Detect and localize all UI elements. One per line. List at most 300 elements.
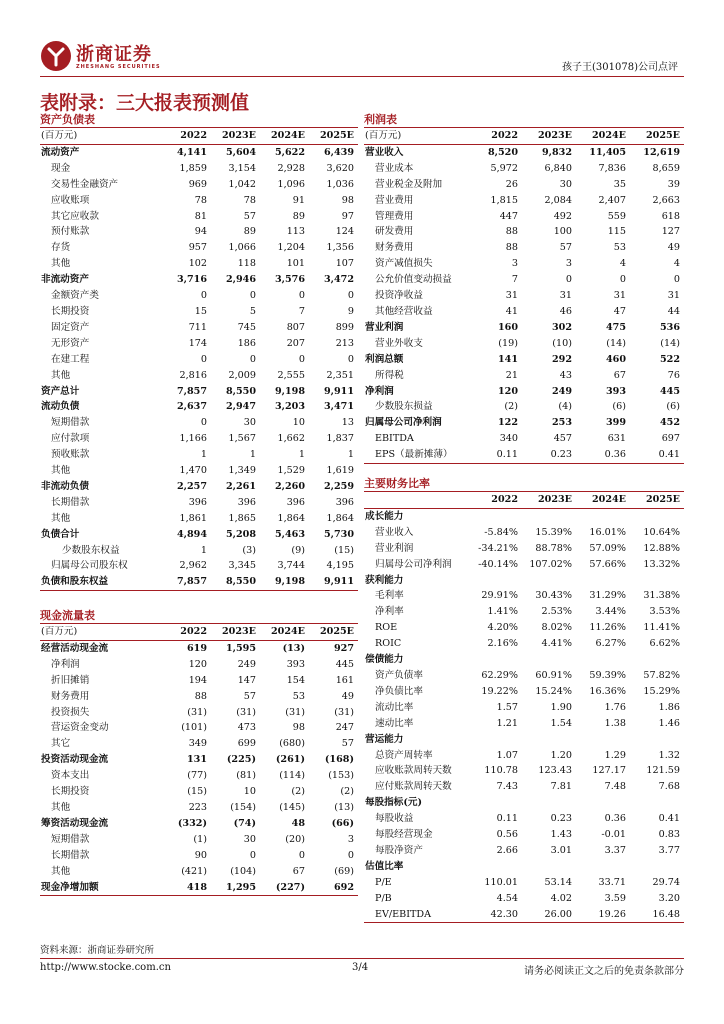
cell-value: 100 <box>553 226 572 238</box>
cell-value: 3,154 <box>228 162 256 174</box>
table-row <box>364 431 684 447</box>
cell-value: 1,204 <box>277 242 305 254</box>
cell-value: 97 <box>341 210 354 222</box>
cell-value: -0.01 <box>601 829 626 841</box>
cell-value: 522 <box>659 353 680 365</box>
row-label: 研发费用 <box>375 226 414 238</box>
cell-value: 1.43 <box>550 829 572 841</box>
cell-value: 120 <box>188 658 207 670</box>
cell-value: 11,405 <box>589 146 626 158</box>
column-header: 2023E <box>211 624 260 640</box>
cell-value <box>468 732 522 748</box>
cell-value: 447 <box>499 210 518 222</box>
cell-value: 7.81 <box>550 781 572 793</box>
cell-value: 0 <box>249 353 256 365</box>
cell-value: 186 <box>237 337 256 349</box>
logo-icon <box>40 40 72 72</box>
cell-value: 3.37 <box>604 844 626 856</box>
table-row <box>40 736 358 752</box>
cell-value: 3 <box>565 258 572 270</box>
row-label: 少数股东损益 <box>375 401 433 413</box>
row-label: 毛利率 <box>375 590 404 602</box>
cell-value: 6.62% <box>649 638 680 650</box>
cell-value: 113 <box>286 226 305 238</box>
cell-value: 89 <box>292 210 305 222</box>
column-header: 2022 <box>468 492 522 508</box>
table-header-row <box>40 624 358 640</box>
cell-value: 107.02% <box>529 558 572 570</box>
table-row <box>40 640 358 656</box>
cell-value: 123.43 <box>538 765 572 777</box>
cell-value: 2,637 <box>176 401 207 413</box>
cell-value: 0 <box>347 849 354 861</box>
cell-value: 44 <box>667 305 680 317</box>
cell-value: 30 <box>243 833 256 845</box>
unit-label: (百万元) <box>364 128 468 144</box>
cell-value: (2) <box>340 786 354 798</box>
cell-value: 396 <box>335 496 354 508</box>
cell-value: 2,084 <box>544 194 572 206</box>
cell-value: 1.76 <box>604 701 626 713</box>
cell-value: (6) <box>612 401 626 413</box>
unit-label: (百万元) <box>40 128 162 144</box>
cell-value: 1,470 <box>179 465 207 477</box>
column-header: 2022 <box>162 128 211 144</box>
cell-value: -5.84% <box>484 526 518 538</box>
income-statement-table <box>364 128 684 464</box>
table-row <box>364 748 684 764</box>
cell-value: 393 <box>605 385 626 397</box>
cell-value: 0.11 <box>468 447 522 463</box>
cell-value: 249 <box>551 385 572 397</box>
cell-value: 35 <box>613 178 626 190</box>
table-row <box>40 288 358 304</box>
cell-value: 1.29 <box>604 749 626 761</box>
row-label: 折旧摊销 <box>51 674 90 686</box>
page-header <box>40 38 684 78</box>
cell-value: 0 <box>200 353 207 365</box>
cell-value: 31 <box>667 290 680 302</box>
cell-value: 98 <box>292 722 305 734</box>
table-row <box>364 288 684 304</box>
ratios-table <box>364 492 684 923</box>
cell-value: 5 <box>249 305 256 317</box>
cell-value: 457 <box>553 433 572 445</box>
cell-value: 0.11 <box>496 813 518 825</box>
row-label: 非流动负债 <box>41 480 89 492</box>
cell-value: 124 <box>335 226 354 238</box>
cell-value: (66) <box>331 817 354 829</box>
logo-text: 浙商证券 <box>76 44 152 65</box>
cell-value: 30 <box>243 417 256 429</box>
row-label: 其他 <box>51 258 71 270</box>
table-row <box>364 588 684 604</box>
cell-value: 460 <box>605 353 626 365</box>
table-row <box>40 463 358 479</box>
cell-value: 213 <box>335 337 354 349</box>
cash-flow-title: 现金流量表 <box>40 608 358 624</box>
table-row <box>364 447 684 463</box>
cell-value: 10 <box>243 786 256 798</box>
cell-value: 41 <box>505 305 518 317</box>
row-label: 短期借款 <box>51 417 90 429</box>
cell-value: 2,261 <box>225 480 256 492</box>
cell-value: 30 <box>559 178 572 190</box>
ratios-title: 主要财务比率 <box>364 476 684 492</box>
row-label: 短期借款 <box>51 833 90 845</box>
cell-value: 115 <box>607 226 626 238</box>
cell-value: 15.39% <box>535 526 572 538</box>
cell-value: 4 <box>673 258 680 270</box>
income-statement-title: 利润表 <box>364 112 684 128</box>
cell-value: 3,345 <box>228 560 256 572</box>
cell-value: 174 <box>188 337 207 349</box>
cell-value: 807 <box>286 321 305 333</box>
table-row <box>40 415 358 431</box>
cell-value: 88 <box>194 690 207 702</box>
row-label: 固定资产 <box>51 321 90 333</box>
cell-value: 53.14 <box>544 876 572 888</box>
cell-value: 0.83 <box>658 829 680 841</box>
table-row <box>364 368 684 384</box>
cell-value: 9 <box>347 305 354 317</box>
cell-value <box>630 795 684 811</box>
cell-value: 118 <box>237 258 256 270</box>
cell-value: 9,911 <box>309 574 358 590</box>
cell-value: (2) <box>291 786 305 798</box>
cell-value: 1,864 <box>326 512 354 524</box>
cell-value: 2,259 <box>323 480 354 492</box>
table-row <box>364 604 684 620</box>
cell-value <box>630 573 684 589</box>
cell-value: 2.53% <box>541 606 572 618</box>
table-row <box>40 673 358 689</box>
cell-value: 1,036 <box>326 178 354 190</box>
cell-value: 1,529 <box>277 465 305 477</box>
cell-value: 127 <box>661 226 680 238</box>
cell-value: 0 <box>673 274 680 286</box>
cell-value <box>522 508 576 524</box>
cell-value: 8,550 <box>211 574 260 590</box>
cell-value: 31.38% <box>643 590 680 602</box>
row-label: 每股收益 <box>375 813 414 825</box>
cell-value: 0 <box>200 417 207 429</box>
cell-value: 59.39% <box>589 669 626 681</box>
row-label: 其他 <box>51 465 71 477</box>
row-label: 每股指标(元) <box>365 797 423 809</box>
cell-value: 3.01 <box>550 844 572 856</box>
table-row <box>40 720 358 736</box>
row-label: 偿债能力 <box>365 654 404 666</box>
row-label: 交易性金融资产 <box>51 178 119 190</box>
cell-value <box>468 795 522 811</box>
cell-value: 618 <box>661 210 680 222</box>
table-header-row <box>40 128 358 144</box>
cell-value: 48 <box>291 817 305 829</box>
cell-value: (13) <box>282 642 305 654</box>
cell-value: 141 <box>497 353 518 365</box>
cell-value: -34.21% <box>478 542 518 554</box>
table-row <box>40 447 358 463</box>
table-row <box>40 880 358 896</box>
cell-value: 67 <box>613 369 626 381</box>
cell-value: 91 <box>292 194 305 206</box>
cell-value: 396 <box>286 496 305 508</box>
table-row <box>40 848 358 864</box>
cell-value: 1,166 <box>179 433 207 445</box>
cell-value: 131 <box>186 754 207 766</box>
table-row <box>40 431 358 447</box>
cell-value: 8,520 <box>487 146 518 158</box>
cell-value: 3,744 <box>277 560 305 572</box>
cell-value: 3.44% <box>595 606 626 618</box>
column-header: 2024E <box>260 624 309 640</box>
cell-value: 47 <box>613 305 626 317</box>
row-label: 应付账款周转天数 <box>375 781 452 793</box>
cell-value: 1,662 <box>277 433 305 445</box>
cell-value: 43 <box>559 369 572 381</box>
cell-value: 7 <box>511 274 518 286</box>
row-label: 营运资金变动 <box>51 722 109 734</box>
cell-value: 2.16% <box>487 638 518 650</box>
cell-value: 2,928 <box>277 162 305 174</box>
row-label: 投资活动现金流 <box>41 754 109 766</box>
cell-value: 9,198 <box>274 385 305 397</box>
table-row <box>364 907 684 923</box>
row-label: 资产总计 <box>41 385 80 397</box>
cell-value: 2,816 <box>179 369 207 381</box>
row-label: 流动比率 <box>375 701 414 713</box>
cell-value: 399 <box>605 417 626 429</box>
cell-value: (227) <box>260 880 309 896</box>
row-label: 净利率 <box>375 606 404 618</box>
cell-value: 0 <box>298 849 305 861</box>
row-label: EV/EBITDA <box>364 907 468 923</box>
cell-value: 53 <box>292 690 305 702</box>
table-row <box>364 193 684 209</box>
page-number: 3/4 <box>352 962 369 973</box>
row-label: 估值比率 <box>365 860 404 872</box>
cell-value: 4,195 <box>326 560 354 572</box>
column-header: 2025E <box>309 128 358 144</box>
cell-value: 62.29% <box>481 669 518 681</box>
ratios-panel <box>364 476 684 923</box>
cell-value: 122 <box>497 417 518 429</box>
column-header: 2025E <box>630 492 684 508</box>
cell-value: 19.22% <box>481 685 518 697</box>
cell-value: (20) <box>285 833 305 845</box>
cell-value: 536 <box>659 321 680 333</box>
cell-value: 2,009 <box>228 369 256 381</box>
cell-value: 160 <box>497 321 518 333</box>
cell-value: 49 <box>341 690 354 702</box>
cell-value: 2,555 <box>277 369 305 381</box>
cell-value: 78 <box>194 194 207 206</box>
table-row <box>364 224 684 240</box>
table-row <box>364 827 684 843</box>
company-logo <box>40 38 180 78</box>
cell-value: 2,947 <box>225 401 256 413</box>
cell-value: 1.21 <box>496 717 518 729</box>
cell-value: 26 <box>505 178 518 190</box>
cell-value: 473 <box>237 722 256 734</box>
table-row <box>364 557 684 573</box>
cell-value: 1,619 <box>326 465 354 477</box>
cell-value: 223 <box>188 801 207 813</box>
table-row <box>40 304 358 320</box>
cell-value: (4) <box>558 401 572 413</box>
row-label: 资产负债率 <box>375 669 423 681</box>
table-row <box>40 527 358 543</box>
cell-value: 475 <box>605 321 626 333</box>
cell-value: 0 <box>347 353 354 365</box>
table-row <box>364 811 684 827</box>
cell-value: 57 <box>243 210 256 222</box>
cell-value: (31) <box>187 706 207 718</box>
cell-value: 0 <box>249 849 256 861</box>
table-row <box>40 689 358 705</box>
table-row <box>364 525 684 541</box>
cell-value: 57 <box>559 242 572 254</box>
row-label: 营业收入 <box>365 146 404 158</box>
cell-value: (74) <box>233 817 256 829</box>
table-row <box>364 415 684 431</box>
row-label: EPS（最新摊薄） <box>364 447 468 463</box>
table-row <box>40 256 358 272</box>
table-row <box>364 272 684 288</box>
cell-value: 57.82% <box>643 669 680 681</box>
balance-sheet-panel <box>40 112 358 591</box>
row-label: 财务费用 <box>51 690 90 702</box>
cell-value: (13) <box>334 801 354 813</box>
cell-value: 2,260 <box>274 480 305 492</box>
footer-url[interactable]: http://www.stocke.com.cn <box>40 962 171 973</box>
cell-value: 7.43 <box>496 781 518 793</box>
cell-value: 7,836 <box>598 162 626 174</box>
table-row <box>364 843 684 859</box>
row-label: 成长能力 <box>365 510 404 522</box>
cell-value: 9,832 <box>541 146 572 158</box>
cell-value: 19.26 <box>576 907 630 923</box>
row-label: 长期借款 <box>51 496 90 508</box>
row-label: 利润总额 <box>365 353 404 365</box>
table-row <box>40 511 358 527</box>
cell-value: 16.01% <box>589 526 626 538</box>
table-row <box>364 779 684 795</box>
cell-value: 6.27% <box>595 638 626 650</box>
row-label: 营业税金及附加 <box>375 178 443 190</box>
cell-value: (31) <box>285 706 305 718</box>
cash-flow-panel <box>40 608 358 896</box>
cell-value <box>468 859 522 875</box>
cell-value: 0.36 <box>576 447 630 463</box>
table-header-row <box>364 128 684 144</box>
cell-value: 0 <box>200 290 207 302</box>
row-label: EBITDA <box>375 433 414 445</box>
cell-value: 1.57 <box>496 701 518 713</box>
column-header: 2022 <box>468 128 522 144</box>
row-label: 长期投资 <box>51 305 90 317</box>
cell-value: 161 <box>335 674 354 686</box>
cell-value: 452 <box>659 417 680 429</box>
cell-value: (81) <box>236 770 256 782</box>
row-label: 现金 <box>51 162 71 174</box>
table-row <box>364 336 684 352</box>
row-label: 应收账项 <box>51 194 90 206</box>
row-label: 管理费用 <box>375 210 414 222</box>
row-label: 归属母公司净利润 <box>365 417 442 429</box>
cell-value: 1,861 <box>179 512 207 524</box>
column-header: 2023E <box>211 128 260 144</box>
cell-value: 1.41% <box>487 606 518 618</box>
cell-value <box>576 795 630 811</box>
cell-value: 21 <box>505 369 518 381</box>
row-label: 应付款项 <box>51 433 90 445</box>
row-label: P/E <box>375 876 392 888</box>
table-row <box>364 256 684 272</box>
cell-value: 247 <box>335 722 354 734</box>
cell-value: 5,730 <box>323 528 354 540</box>
disclaimer-note: 请务必阅读正文之后的免责条款部分 <box>524 966 684 977</box>
row-label: P/B <box>375 892 392 904</box>
cell-value: 1.32 <box>658 749 680 761</box>
cell-value: 2,663 <box>652 194 680 206</box>
cell-value: 11.26% <box>589 622 626 634</box>
row-label: 其他经营收益 <box>375 305 433 317</box>
cell-value: 5,208 <box>225 528 256 540</box>
row-label: 其他 <box>51 865 71 877</box>
cell-value: (261) <box>275 754 305 766</box>
row-label: 在建工程 <box>51 353 90 365</box>
cell-value: 13 <box>341 417 354 429</box>
row-label: 营业费用 <box>375 194 414 206</box>
cell-value: 101 <box>286 258 305 270</box>
cell-value: 349 <box>188 738 207 750</box>
cell-value: 692 <box>309 880 358 896</box>
cell-value: 16.36% <box>589 685 626 697</box>
cell-value: 4.54 <box>496 892 518 904</box>
cell-value: (14) <box>660 337 680 349</box>
row-label: 非流动资产 <box>41 274 89 286</box>
cell-value: 302 <box>551 321 572 333</box>
cell-value: 0.23 <box>550 813 572 825</box>
row-label: 所得税 <box>375 369 404 381</box>
cell-value: 12.88% <box>643 542 680 554</box>
cell-value: 2,962 <box>179 560 207 572</box>
cell-value: 1.86 <box>658 701 680 713</box>
cell-value: 60.91% <box>535 669 572 681</box>
cell-value: 3.20 <box>658 892 680 904</box>
row-label: 资产减值损失 <box>375 258 433 270</box>
cell-value: 4,141 <box>176 146 207 158</box>
table-row <box>364 859 684 875</box>
cell-value: 6,840 <box>544 162 572 174</box>
row-label: 无形资产 <box>51 337 90 349</box>
cell-value: 3,203 <box>274 401 305 413</box>
cell-value: 1,096 <box>277 178 305 190</box>
cell-value: 249 <box>237 658 256 670</box>
row-label: 其他 <box>51 369 71 381</box>
cell-value: 1.46 <box>658 717 680 729</box>
cell-value: 1,815 <box>490 194 518 206</box>
cell-value: 0.56 <box>496 829 518 841</box>
cell-value: 1.07 <box>496 749 518 761</box>
cell-value: 3,472 <box>323 274 354 286</box>
cell-value: (145) <box>279 801 305 813</box>
row-label: 经营活动现金流 <box>41 642 109 654</box>
cell-value: 1 <box>298 449 305 461</box>
table-row <box>364 144 684 160</box>
